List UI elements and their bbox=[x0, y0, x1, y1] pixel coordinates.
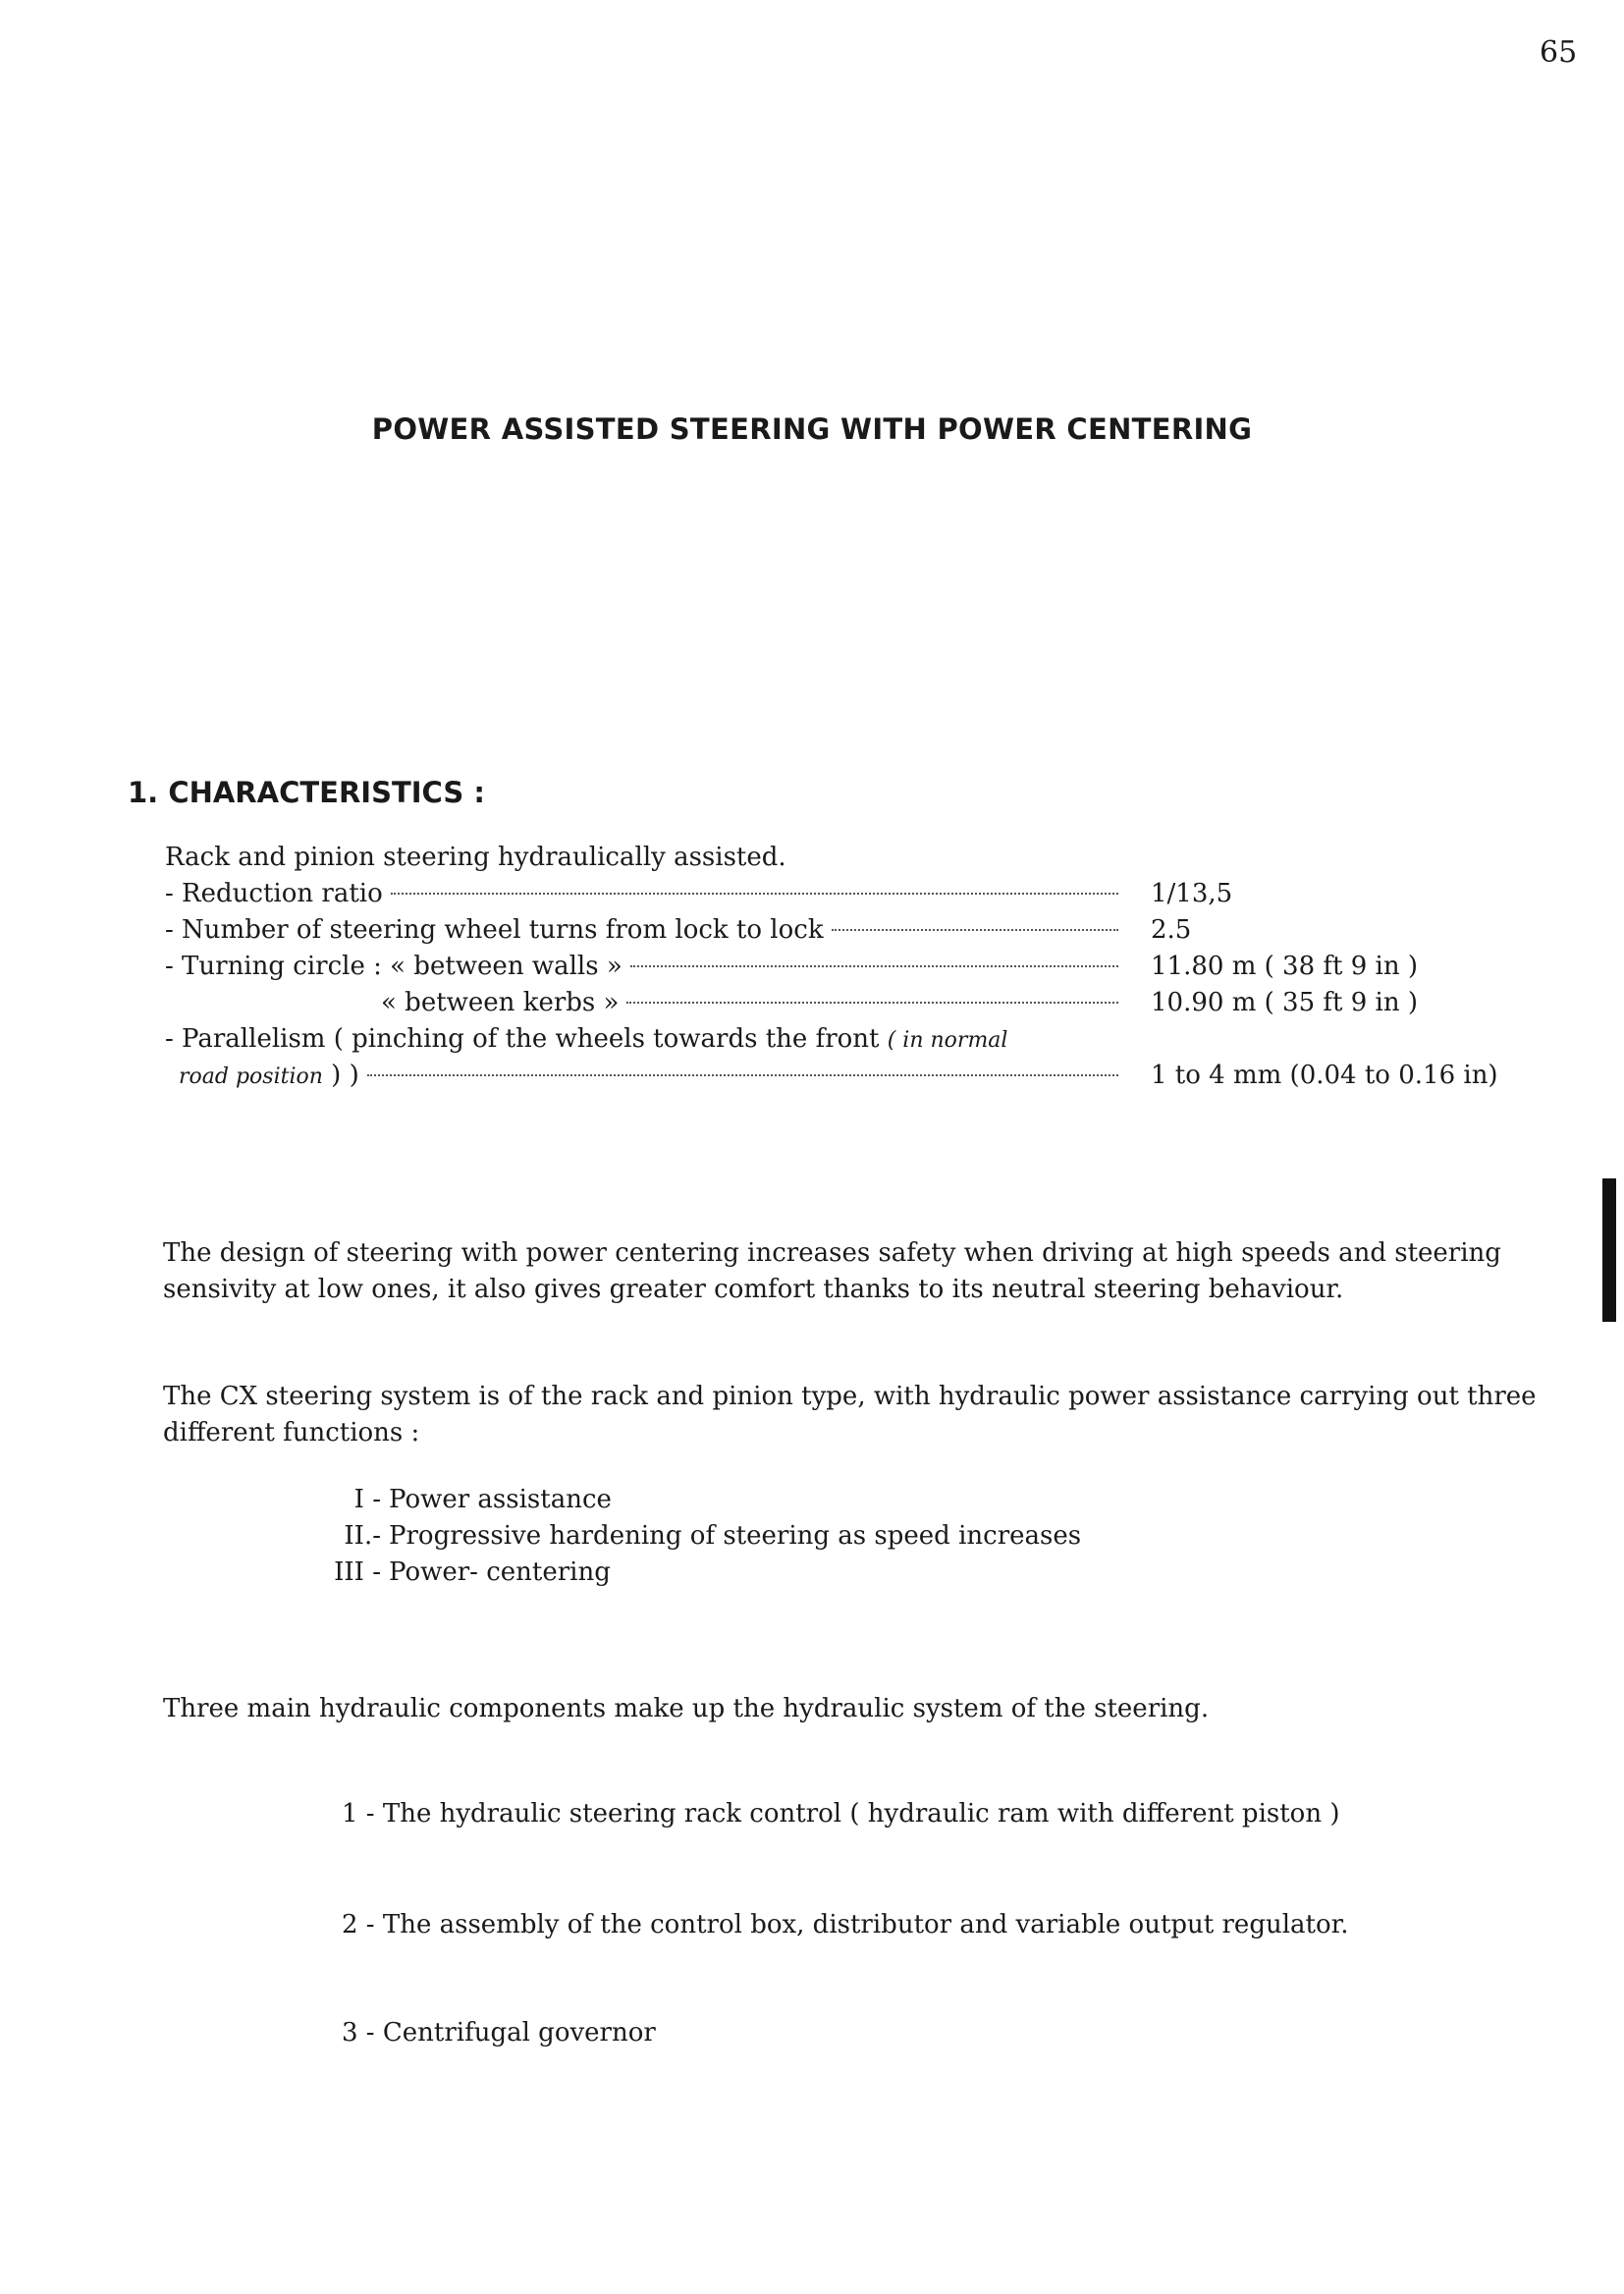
spec-value: 2.5 bbox=[1151, 915, 1192, 945]
dot-leader bbox=[630, 965, 1118, 967]
function-item bbox=[324, 1521, 1081, 1551]
component-number: 1 - bbox=[342, 1799, 375, 1829]
function-text: Power- centering bbox=[389, 1557, 611, 1587]
dot-leader bbox=[832, 929, 1118, 931]
component-item bbox=[342, 1799, 1340, 1829]
paragraph-system: The CX steering system is of the rack and pinion type, with hydraulic power assistance carrying out three different functions : bbox=[163, 1382, 1537, 1447]
paragraph-design: The design of steering with power centering increases safety when driving at high speeds and steering sensivity at low ones, it also gives greater comfort thanks to its neutral steering behaviour. bbox=[163, 1238, 1501, 1304]
function-item bbox=[324, 1485, 612, 1514]
spec-value: 11.80 m ( 38 ft 9 in ) bbox=[1151, 952, 1418, 981]
dot-leader bbox=[367, 1074, 1118, 1076]
page-title: POWER ASSISTED STEERING WITH POWER CENTERING bbox=[371, 412, 1253, 446]
function-item bbox=[324, 1557, 611, 1587]
spec-label-italic: ( in normal bbox=[887, 1028, 1008, 1053]
spec-value: 10.90 m ( 35 ft 9 in ) bbox=[1151, 988, 1418, 1017]
spec-label: « between kerbs » bbox=[381, 988, 620, 1017]
function-number: III - bbox=[334, 1557, 381, 1587]
component-text: Centrifugal governor bbox=[382, 2018, 656, 2048]
spec-label-italic: road position bbox=[179, 1065, 323, 1089]
spec-row-steering-turns bbox=[0, 912, 1624, 949]
spec-label: - Turning circle : « between walls » bbox=[165, 952, 623, 981]
section-number: 1. bbox=[128, 776, 159, 809]
component-text: The hydraulic steering rack control ( hydraulic ram with different piston ) bbox=[382, 1799, 1340, 1829]
spec-label: - Parallelism ( pinching of the wheels towards the front bbox=[165, 1024, 880, 1054]
function-text: Progressive hardening of steering as speed increases bbox=[389, 1521, 1082, 1551]
dot-leader bbox=[391, 893, 1118, 895]
dot-leader bbox=[626, 1002, 1118, 1004]
function-text: Power assistance bbox=[389, 1485, 612, 1514]
function-number: II.- bbox=[344, 1521, 381, 1551]
spec-label: - Number of steering wheel turns from lock to lock bbox=[165, 915, 824, 945]
spec-label: - Reduction ratio bbox=[165, 879, 383, 908]
spec-intro: Rack and pinion steering hydraulically assisted. bbox=[165, 843, 786, 872]
spec-row-turning-circle-kerbs bbox=[0, 985, 1624, 1021]
function-number: I - bbox=[353, 1485, 381, 1514]
spec-row-parallelism-line-1 bbox=[165, 1021, 1147, 1058]
spec-row-turning-circle-walls bbox=[0, 949, 1624, 985]
component-text: The assembly of the control box, distributor and variable output regulator. bbox=[382, 1910, 1349, 1939]
thumb-index-tab bbox=[1602, 1178, 1616, 1322]
component-item bbox=[342, 1910, 1348, 1939]
section-heading bbox=[128, 776, 485, 809]
section-title: CHARACTERISTICS : bbox=[168, 776, 485, 809]
paragraph-components: Three main hydraulic components make up the hydraulic system of the steering. bbox=[163, 1694, 1210, 1723]
spec-label: ) ) bbox=[322, 1061, 359, 1090]
spec-row-parallelism-line-2 bbox=[0, 1058, 1624, 1094]
spec-row-reduction-ratio bbox=[0, 876, 1624, 912]
spec-value: 1/13,5 bbox=[1151, 879, 1233, 908]
component-number: 3 - bbox=[342, 2018, 375, 2048]
page-number: 65 bbox=[1540, 35, 1578, 70]
spec-value: 1 to 4 mm (0.04 to 0.16 in) bbox=[1151, 1061, 1498, 1090]
component-item bbox=[342, 2018, 656, 2048]
component-number: 2 - bbox=[342, 1910, 375, 1939]
